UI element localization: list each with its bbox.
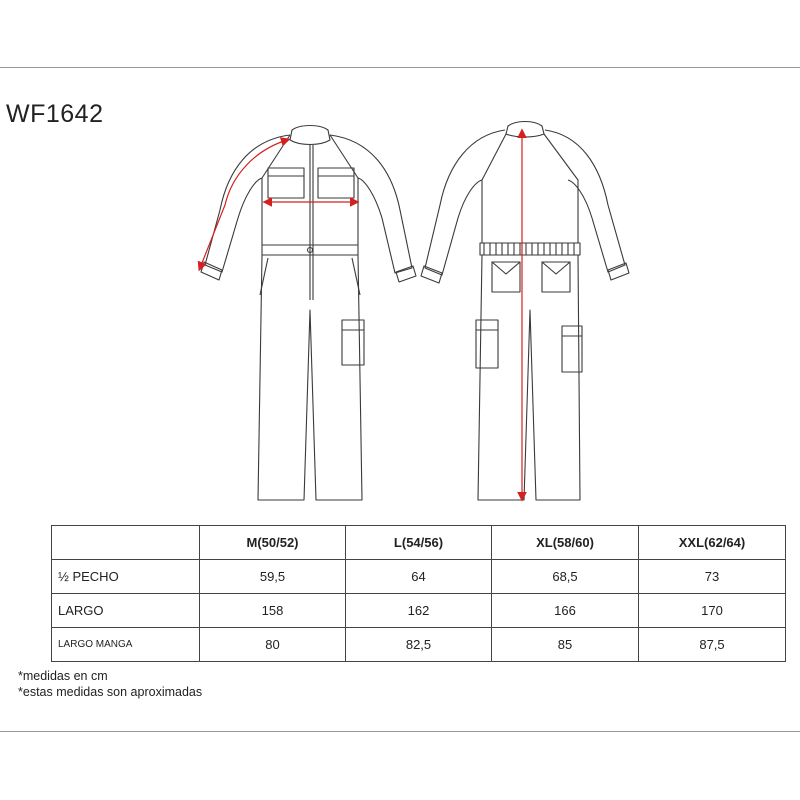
front-right-sleeve: [330, 135, 412, 273]
notes: [18, 668, 202, 700]
header-cell: [52, 526, 200, 560]
table-cell: 87,5: [639, 628, 786, 662]
table-cell: 82,5: [346, 628, 492, 662]
header-cell: M(50/52): [200, 526, 346, 560]
table-cell: 85: [492, 628, 639, 662]
table-cell: 170: [639, 594, 786, 628]
table-row: [52, 560, 786, 594]
table-cell: 80: [200, 628, 346, 662]
size-table-header: [52, 526, 786, 560]
front-view: [201, 126, 416, 501]
row-label: LARGO MANGA: [52, 628, 200, 662]
table-cell: 166: [492, 594, 639, 628]
table-row: [52, 628, 786, 662]
back-left-sleeve: [425, 130, 505, 275]
row-label: LARGO: [52, 594, 200, 628]
back-view: [421, 122, 629, 501]
table-row: [52, 594, 786, 628]
bottom-divider: [0, 731, 800, 732]
table-cell: 162: [346, 594, 492, 628]
front-collar: [290, 126, 330, 145]
coverall-technical-drawing: [0, 110, 800, 510]
table-cell: 68,5: [492, 560, 639, 594]
table-cell: 73: [639, 560, 786, 594]
header-cell: XXL(62/64): [639, 526, 786, 560]
note-approximate: *estas medidas son aproximadas: [18, 685, 203, 699]
model-code: WF1642: [6, 100, 104, 128]
row-label: ½ PECHO: [52, 560, 200, 594]
header-cell: L(54/56): [346, 526, 492, 560]
top-divider: [0, 67, 800, 68]
header-cell: XL(58/60): [492, 526, 639, 560]
table-cell: 158: [200, 594, 346, 628]
note-units: *medidas en cm: [18, 669, 108, 683]
table-cell: 64: [346, 560, 492, 594]
table-cell: 59,5: [200, 560, 346, 594]
back-torso: [482, 134, 578, 243]
back-collar: [506, 122, 544, 138]
size-table: [51, 525, 786, 662]
